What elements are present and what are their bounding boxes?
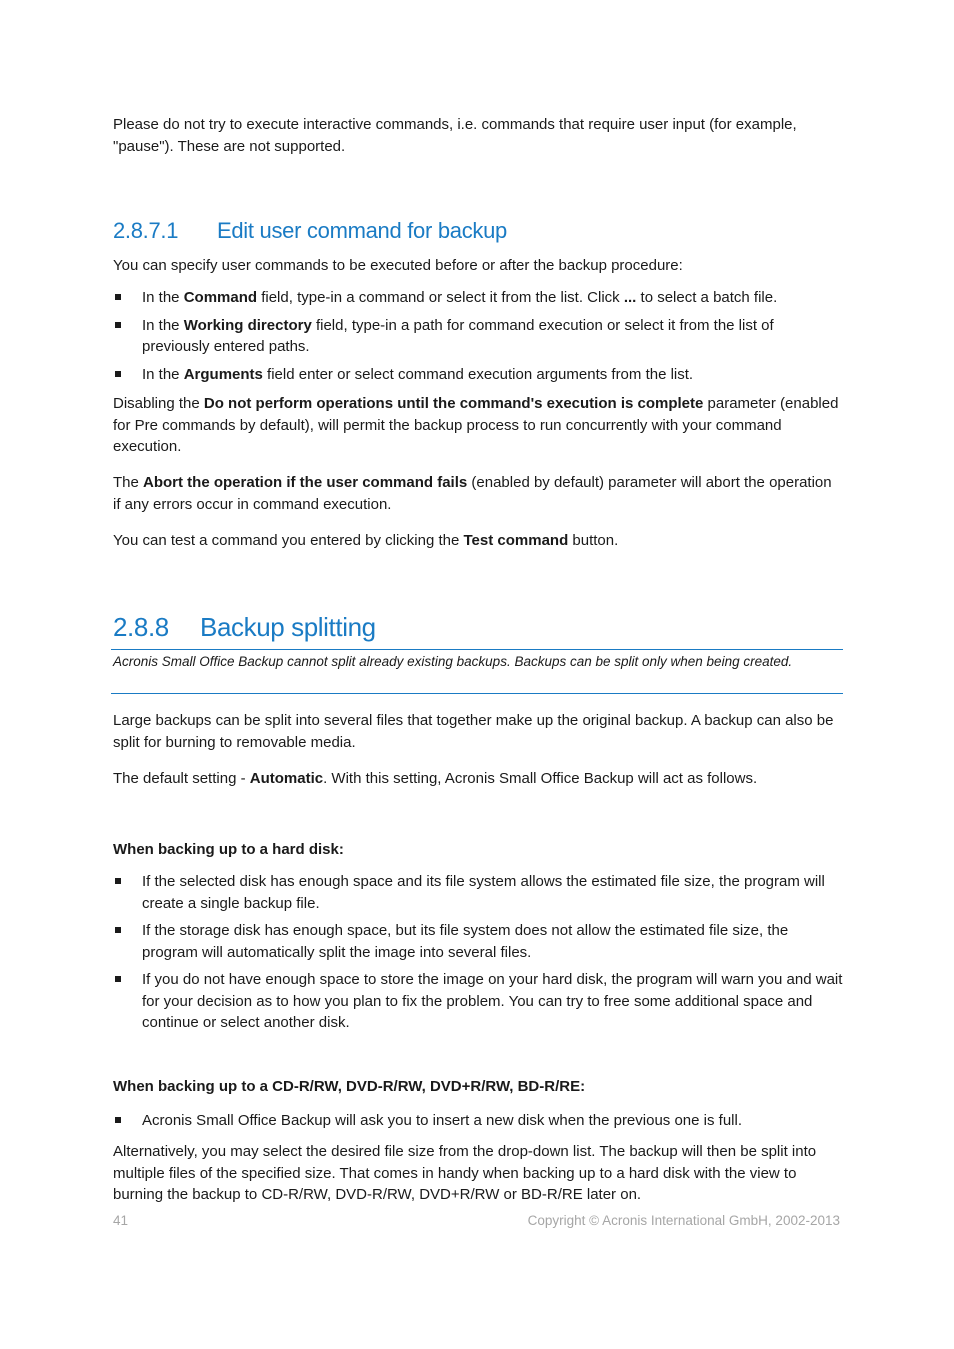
list-item: If the storage disk has enough space, but its file system does not allow the estimated file size, the program will automatically split the image into several files.: [113, 920, 843, 963]
page-number: 41: [113, 1213, 129, 1228]
list-item: If the selected disk has enough space and its file system allows the estimated file size, the program will create a single backup file.: [113, 871, 843, 914]
section-number: 2.8.8: [113, 612, 169, 642]
footer-copyright: Copyright © Acronis International GmbH, 2002-2013: [527, 1213, 840, 1228]
note-box: [111, 649, 843, 694]
bullet-icon: [115, 878, 121, 884]
hard-disk-list: [113, 871, 843, 1034]
abort-paragraph: The Abort the operation if the user command fails (enabled by default) parameter will abort the operation if any errors occur in command execution.: [113, 474, 832, 513]
intro-paragraph: Please do not try to execute interactive commands, i.e. commands that require user input (for example, "pause"). These are not supported.: [113, 116, 797, 155]
bullet-icon: [115, 371, 121, 377]
bullet-icon: [115, 294, 121, 300]
section-title: Backup splitting: [200, 612, 376, 642]
note-text: Acronis Small Office Backup cannot split already existing backups. Backups can be split only when being created.: [113, 654, 793, 669]
command-field-list: [113, 287, 843, 385]
large-backups-paragraph: Large backups can be split into several files that together make up the original backup. A backup can also be split for burning to removable media.: [113, 712, 834, 751]
bullet-icon: [115, 976, 121, 982]
alternative-paragraph: Alternatively, you may select the desired file size from the drop-down list. The backup will then be split into multiple files of the specified size. That comes in handy when backing up to a hard disk with the view to burning the backup to CD-R/RW, DVD-R/RW, DVD+R/RW or BD-R/RE later on.: [113, 1143, 817, 1203]
section-heading-2871: [113, 218, 507, 244]
test-paragraph: You can test a command you entered by clicking the Test command button.: [113, 532, 619, 549]
cd-list: [113, 1110, 843, 1132]
list-item: In the Command field, type-in a command or select it from the list. Click ... to select a batch file.: [113, 287, 843, 309]
bullet-icon: [115, 927, 121, 933]
hard-disk-subheading: When backing up to a hard disk:: [113, 841, 344, 858]
list-item: If you do not have enough space to store the image on your hard disk, the program will warn you and wait for your decision as to how you plan to fix the problem. You can try to free some additional space and continue or select another disk.: [113, 969, 843, 1034]
bullet-icon: [115, 322, 121, 328]
lead-paragraph: You can specify user commands to be executed before or after the backup procedure:: [113, 257, 683, 274]
cd-subheading: When backing up to a CD-R/RW, DVD-R/RW, DVD+R/RW, BD-R/RE:: [113, 1078, 586, 1095]
section-title: Edit user command for backup: [217, 218, 507, 243]
bullet-icon: [115, 1117, 121, 1123]
section-heading-288: [113, 612, 376, 643]
default-setting-paragraph: The default setting - Automatic. With this setting, Acronis Small Office Backup will act as follows.: [113, 770, 758, 787]
section-number: 2.8.7.1: [113, 218, 179, 243]
list-item: Acronis Small Office Backup will ask you to insert a new disk when the previous one is full.: [113, 1110, 843, 1132]
list-item: In the Arguments field enter or select command execution arguments from the list.: [113, 364, 843, 386]
list-item: In the Working directory field, type-in a path for command execution or select it from the list of previously entered paths.: [113, 315, 843, 358]
disable-paragraph: Disabling the Do not perform operations until the command's execution is complete parameter (enabled for Pre commands by default), will permit the backup process to run concurrently with your command execution.: [113, 395, 839, 455]
